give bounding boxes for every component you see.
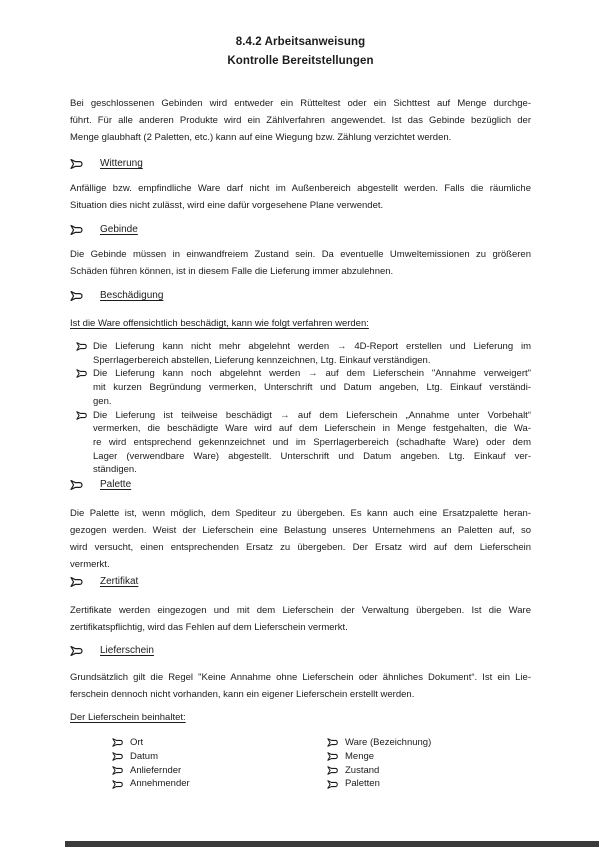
section-heading-witterung: [70, 157, 531, 171]
list-item-label: Zustand: [345, 764, 380, 776]
pennant-bullet-icon: [76, 411, 88, 420]
list-item-text: Die Lieferung kann nicht mehr abgelehnt werden → 4D-Report erstellen und Lieferung im Sperrlagerbereich abstellen, Lieferung kennzeichnen, Ltg. Einkauf verständigen.: [93, 341, 531, 366]
pennant-bullet-icon: [70, 480, 84, 490]
list-item: [327, 736, 431, 750]
paragraph-witterung: Anfällige bzw. empfindliche Ware darf nicht im Außenbereich abgestellt werden. Falls die räumliche Situation dies nicht zulässt, wird eine dafür vorgesehene Plane verwendet.: [70, 183, 531, 211]
beschaedigung-bullet-list: [76, 340, 531, 477]
contents-column-left: [112, 736, 327, 791]
list-item: [112, 750, 327, 764]
paragraph-intro: Bei geschlossenen Gebinden wird entweder ein Rütteltest oder ein Sichttest auf Menge durchge- führt. Für alle anderen Produkte wird ein Zählverfahren angewendet. Ist das Gebinde bezüglich der Menge glaubhaft (2 Paletten, etc.) kann auf eine Wiegung bzw. Zählung verzichtet werden.: [70, 98, 531, 143]
pennant-bullet-icon: [70, 291, 84, 301]
section-heading-beschaedigung: [70, 289, 531, 303]
title-line-2: Kontrolle Bereitstellungen: [227, 55, 374, 67]
section-heading-label: Lieferschein: [100, 645, 154, 657]
list-item: [76, 340, 531, 367]
title-line-1: 8.4.2 Arbeitsanweisung: [235, 36, 366, 48]
contents-column-right: [327, 736, 431, 791]
list-item-text: Die Lieferung ist teilweise beschädigt → auf dem Lieferschein „Annahme unter Vorbehalt“ vermerken, die beschädigte Ware wird auf dem Lieferschein in Menge festgehalten, die Wa- re wird entsprechend gekennzeichnet und im Sperrlagerbereich (schadhafte Ware) oder dem Lager (verwendbare Ware) abgestellt. Unterschrift und Datum angeben. Ltg. Einkauf ver- ständigen.: [93, 409, 531, 476]
section-heading-lieferschein: [70, 644, 531, 658]
list-item: [112, 764, 327, 778]
document-content: [70, 0, 531, 791]
section-heading-palette: [70, 478, 531, 492]
paragraph-lieferschein: Grundsätzlich gilt die Regel "Keine Annahme ohne Lieferschein oder ähnliches Dokument“. Ist ein Lie- ferschein dennoch nicht vorhanden, kann ein eigener Lieferschein erstellt werden.: [70, 672, 531, 701]
section-heading-zertifikat: [70, 575, 531, 589]
pennant-bullet-icon: [112, 752, 124, 761]
paragraph-palette: Die Palette ist, wenn möglich, dem Spediteur zu übergeben. Es kann auch eine Ersatzpalette heran- gezogen werden. Weist der Lieferschein eine Belastung unseres Unternehmens an Paletten auf, so wird versucht, einen entsprechenden Ersatz zu übergeben. Der Ersatz wird auf dem Lieferschein vermerkt.: [70, 508, 531, 571]
section-heading-gebinde: [70, 223, 531, 237]
list-item-label: Ware (Bezeichnung): [345, 737, 432, 749]
paragraph-gebinde: Die Gebinde müssen in einwandfreiem Zustand sein. Da eventuelle Umweltemissionen zu größeren Schäden führen können, ist in diesem Falle die Lieferung immer abzulehnen.: [70, 249, 531, 277]
document-title: [70, 33, 531, 71]
section-heading-label: Palette: [100, 479, 132, 491]
list-item: [327, 750, 431, 764]
section-heading-label: Beschädigung: [100, 290, 164, 301]
pennant-bullet-icon: [70, 225, 84, 235]
pennant-bullet-icon: [112, 738, 124, 747]
list-item: [327, 764, 431, 778]
pennant-bullet-icon: [327, 752, 339, 761]
paragraph-zertifikat: Zertifikate werden eingezogen und mit dem Lieferschein der Verwaltung übergeben. Ist die Ware zertifikatspflichtig, wird das Fehlen auf dem Lieferschein vermerkt.: [70, 605, 531, 634]
list-item: [112, 736, 327, 750]
pennant-bullet-icon: [112, 780, 124, 789]
list-item: [76, 409, 531, 478]
lieferschein-contents-columns: [70, 736, 531, 791]
list-item-label: Paletten: [345, 778, 380, 790]
section-heading-label: Zertifikat: [100, 576, 139, 588]
pennant-bullet-icon: [327, 780, 339, 789]
pennant-bullet-icon: [70, 646, 84, 656]
pennant-bullet-icon: [70, 577, 84, 587]
pennant-bullet-icon: [70, 159, 84, 169]
section-heading-label: Witterung: [100, 158, 143, 169]
pennant-bullet-icon: [76, 369, 88, 378]
section-heading-label: Gebinde: [100, 224, 138, 235]
list-item: [327, 777, 431, 791]
list-item-label: Datum: [130, 750, 158, 762]
pennant-bullet-icon: [112, 766, 124, 775]
contents-label: Der Lieferschein beinhaltet:: [70, 712, 186, 724]
condition-statement: Ist die Ware offensichtlich beschädigt, kann wie folgt verfahren werden:: [70, 318, 369, 329]
list-item-text: Die Lieferung kann noch abgelehnt werden → auf dem Lieferschein "Annahme verweigert" mit kurzen Begründung vermerken, Unterschrift und Datum angeben, Ltg. Einkauf verständi- gen.: [93, 368, 531, 407]
list-item: [112, 777, 327, 791]
pennant-bullet-icon: [327, 738, 339, 747]
list-item-label: Ort: [130, 737, 144, 749]
list-item: [76, 367, 531, 408]
pennant-bullet-icon: [76, 342, 88, 351]
list-item-label: Anliefernder: [130, 764, 182, 776]
list-item-label: Menge: [345, 750, 375, 762]
list-item-label: Annehmender: [130, 778, 190, 790]
footer-bar: [65, 841, 599, 847]
pennant-bullet-icon: [327, 766, 339, 775]
